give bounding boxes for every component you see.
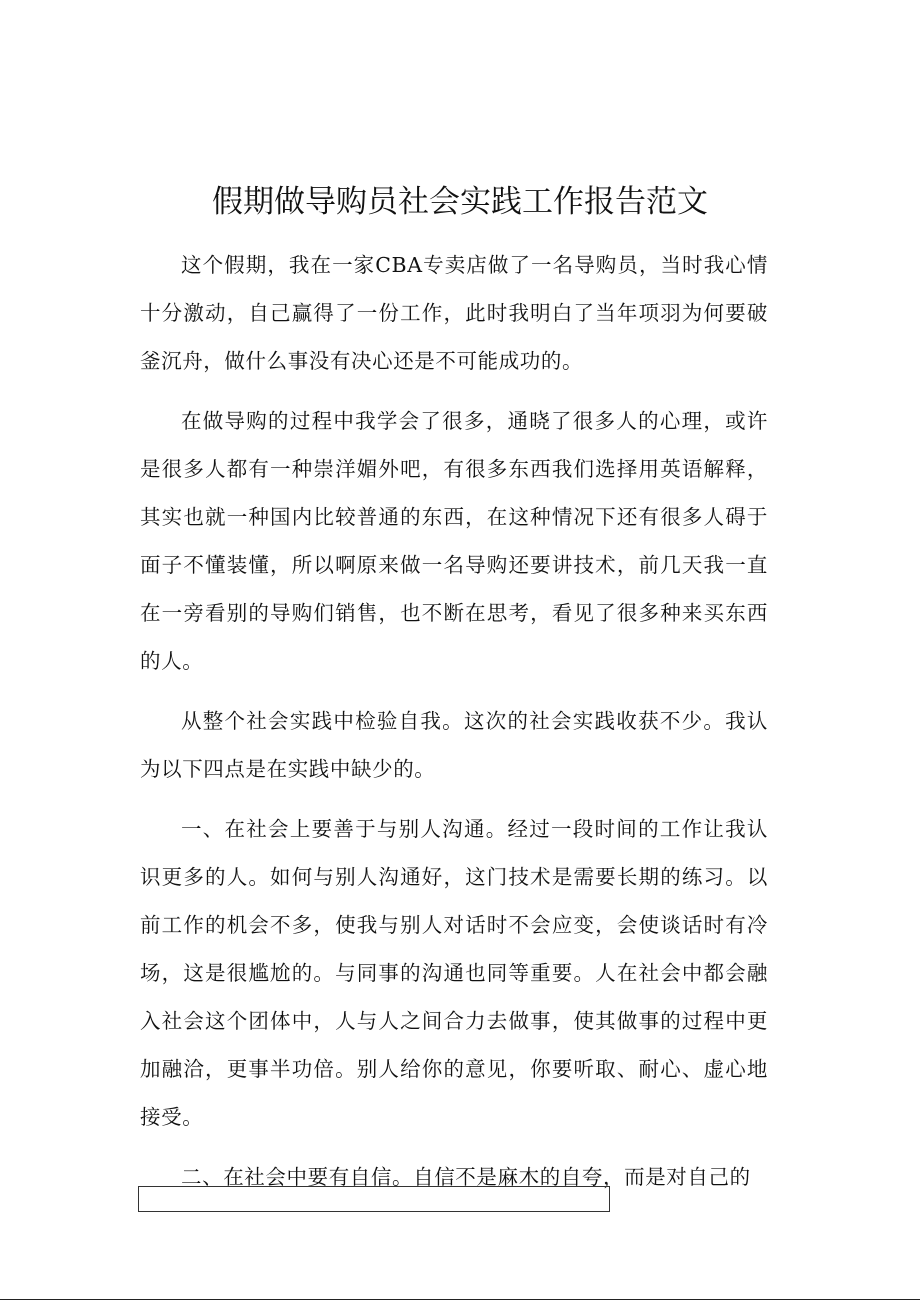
paragraph-self-examination: 从整个社会实践中检验自我。这次的社会实践收获不少。我认为以下四点是在实践中缺少的。 — [140, 709, 768, 781]
paragraph-learning: 在做导购的过程中我学会了很多，通晓了很多人的心理，或许是很多人都有一种崇洋媚外吧，有很多东西我们选择用英语解释，其实也就一种国内比较普通的东西，在这种情况下还有很多人碍于面子不懂装懂，所以啊原来做一名导购还要讲技术，前几天我一直在一旁看别的导购们销售，也不断在思考，看见了很多种来买东西的人。 — [140, 409, 768, 673]
footer-box — [138, 1186, 610, 1212]
document-title: 假期做导购员社会实践工作报告范文 — [212, 184, 708, 220]
page-bottom-divider — [0, 1299, 920, 1300]
document-body — [140, 241, 768, 1213]
paragraph-point-two: 二、在社会中要有自信。自信不是麻木的自夸，而是对自己的 — [181, 1165, 751, 1189]
paragraph-point-one: 一、在社会上要善于与别人沟通。经过一段时间的工作让我认识更多的人。如何与别人沟通好，这门技术是需要长期的练习。以前工作的机会不多，使我与别人对话时不会应变，会使谈话时有冷场，这是很尴尬的。与同事的沟通也同等重要。人在社会中都会融入社会这个团体中，人与人之间合力去做事，使其做事的过程中更加融洽，更事半功倍。别人给你的意见，你要听取、耐心、虚心地接受。 — [140, 817, 768, 1129]
paragraph-intro: 这个假期，我在一家CBA专卖店做了一名导购员，当时我心情十分激动，自己赢得了一份工作，此时我明白了当年项羽为何要破釜沉舟，做什么事没有决心还是不可能成功的。 — [140, 253, 768, 373]
